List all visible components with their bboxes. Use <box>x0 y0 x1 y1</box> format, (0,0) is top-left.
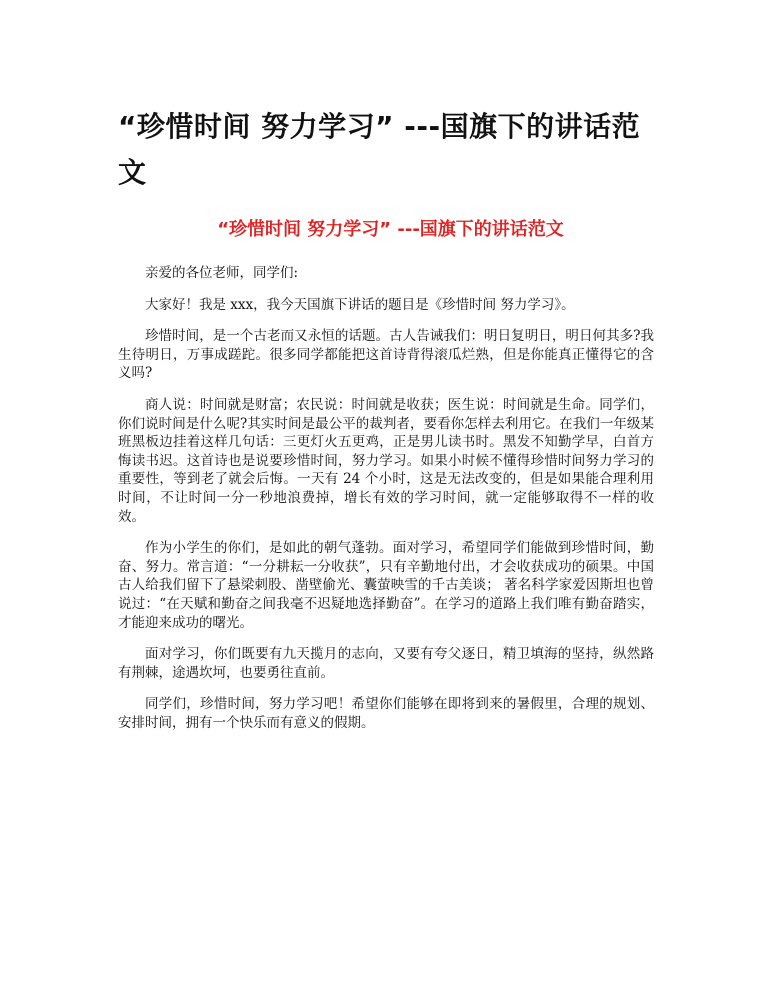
paragraph-diligence: 作为小学生的你们，是如此的朝气蓬勃。面对学习，希望同学们能做到珍惜时间，勤奋、努力。常言道：“一分耕耘一分收获”，只有辛勤地付出，才会收获成功的硕果。中国古人给我们留下了悬梁刺股、凿壁偷光、囊萤映雪的千古美谈； 著名科学家爱因斯坦也曾说过：“在天赋和勤奋之间我毫不迟疑地选择勤奋”。在学习的道路上我们唯有勤奋踏实，才能迎来成功的曙光。 <box>118 540 654 631</box>
paragraph-greeting: 亲爱的各位老师，同学们: <box>145 265 299 281</box>
paragraph-closing: 同学们，珍惜时间，努力学习吧！希望你们能够在即将到来的暑假里，合理的规划、安排时间，拥有一个快乐而有意义的假期。 <box>118 696 654 731</box>
paragraph-intro: 大家好！我是 xxx，我今天国旗下讲话的题目是《珍惜时间 努力学习》。 <box>145 296 575 313</box>
document-title: “珍惜时间 努力学习” ---国旗下的讲话范文 <box>118 110 641 189</box>
paragraph-cherish-time: 珍惜时间，是一个古老而又永恒的话题。古人告诫我们：明日复明日，明日何其多?我生待明日，万事成蹉跎。很多同学都能把这首诗背得滚瓜烂熟，但是你能真正懂得它的含义吗? <box>118 328 654 382</box>
paragraph-ambition: 面对学习，你们既要有九天揽月的志向，又要有夸父逐日，精卫填海的坚持，纵然路有荆棘，途遇坎坷，也要勇往直前。 <box>118 646 654 681</box>
document-body <box>118 264 654 745</box>
paragraph-what-is-time: 商人说：时间就是财富；农民说：时间就是收获；医生说：时间就是生命。同学们，你们说时间是什么呢?其实时间是最公平的裁判者，要看你怎样去利用它。在我们一年级某班黑板边挂着这样几句话：三更灯火五更鸡，正是男儿读书时。黑发不知勤学早，白首方悔读书迟。这首诗也是说要珍惜时间，努力学习。如果小时候不懂得珍惜时间努力学习的重要性，等到老了就会后悔。一天有 24 个小时，这是无法改变的，但是如果能合理利用时间，不让时间一分一秒地浪费掉，增长有效的学习时间，就一定能够取得不一样的收效。 <box>118 396 654 525</box>
section-heading: “珍惜时间 努力学习” ---国旗下的讲话范文 <box>217 219 564 240</box>
